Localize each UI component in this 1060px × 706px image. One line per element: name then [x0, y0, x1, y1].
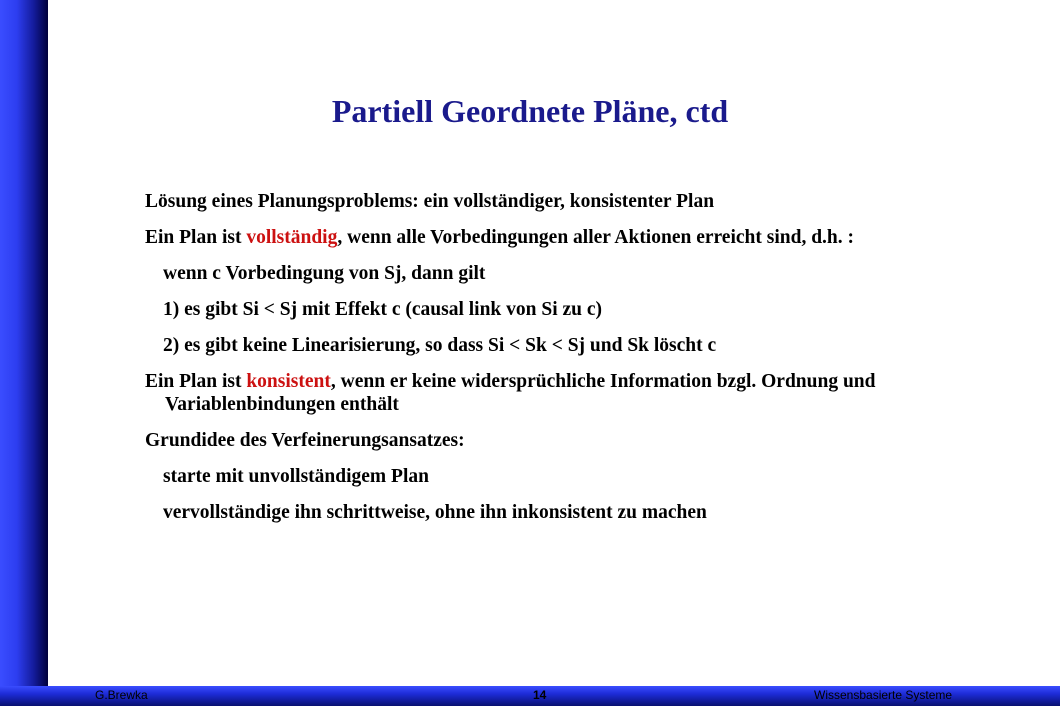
term-konsistent: konsistent [246, 371, 331, 392]
paragraph-completeness-start: Ein Plan ist [145, 227, 247, 248]
footer-author: G.Brewka [95, 688, 148, 702]
condition-1: 1) es gibt Si < Sj mit Effekt c (causal link von Si zu c) [163, 299, 603, 320]
footer-course-title: Wissensbasierte Systeme [814, 688, 953, 702]
paragraph-solution: Lösung eines Planungsproblems: ein vollständiger, konsistenter Plan [145, 191, 715, 212]
idea-step-2: vervollständige ihn schrittweise, ohne ihn inkonsistent zu machen [163, 502, 707, 523]
paragraph-completeness [145, 226, 925, 249]
footer-page-number: 14 [533, 688, 547, 702]
slide-content [145, 190, 925, 537]
slide-title: Partiell Geordnete Pläne, ctd [331, 93, 729, 129]
paragraph-consistency-start: Ein Plan ist [145, 371, 247, 392]
idea-step-1: starte mit unvollständigem Plan [163, 466, 429, 487]
paragraph-consistency [145, 370, 925, 416]
condition-intro: wenn c Vorbedingung von Sj, dann gilt [163, 263, 486, 284]
term-vollstaendig: vollständig [246, 227, 338, 248]
paragraph-consistency-end: , wenn er keine widersprüchliche Information bzgl. Ordnung und Variablenbindungen enthält [165, 371, 876, 415]
footer-bar [0, 686, 1060, 706]
paragraph-idea: Grundidee des Verfeinerungsansatzes: [145, 430, 465, 451]
paragraph-completeness-end: , wenn alle Vorbedingungen aller Aktionen erreicht sind, d.h. : [337, 227, 855, 248]
condition-2: 2) es gibt keine Linearisierung, so dass Si < Sk < Sj und Sk löscht c [163, 335, 717, 356]
